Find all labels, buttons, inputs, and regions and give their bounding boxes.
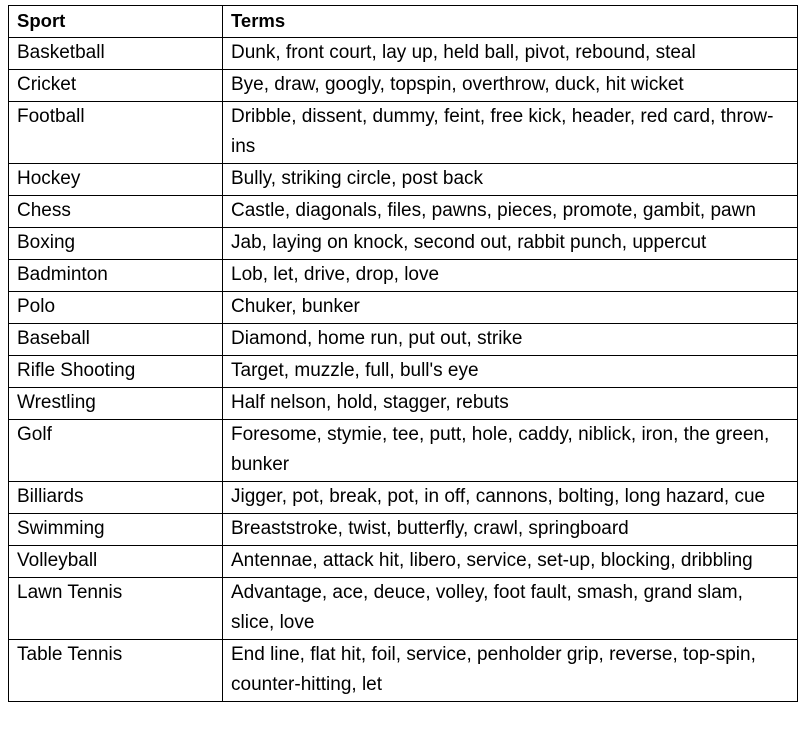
table-row: [9, 388, 798, 420]
sport-cell: Polo: [9, 292, 223, 324]
terms-cell: Bully, striking circle, post back: [223, 164, 798, 196]
terms-cell: Lob, let, drive, drop, love: [223, 260, 798, 292]
sport-cell: Lawn Tennis: [9, 578, 223, 640]
table-row: [9, 102, 798, 164]
terms-cell: Half nelson, hold, stagger, rebuts: [223, 388, 798, 420]
table-row: [9, 640, 798, 702]
sport-cell: Wrestling: [9, 388, 223, 420]
table-header-row: [9, 6, 798, 38]
table-row: [9, 260, 798, 292]
table-row: [9, 196, 798, 228]
terms-cell: Antennae, attack hit, libero, service, set-up, blocking, dribbling: [223, 546, 798, 578]
table-row: [9, 578, 798, 640]
table-row: [9, 38, 798, 70]
terms-cell: Dunk, front court, lay up, held ball, pivot, rebound, steal: [223, 38, 798, 70]
terms-cell: Breaststroke, twist, butterfly, crawl, springboard: [223, 514, 798, 546]
sport-column-header: Sport: [9, 6, 223, 38]
sport-cell: Football: [9, 102, 223, 164]
terms-cell: Diamond, home run, put out, strike: [223, 324, 798, 356]
sport-cell: Hockey: [9, 164, 223, 196]
table-row: [9, 164, 798, 196]
sport-cell: Boxing: [9, 228, 223, 260]
sport-cell: Chess: [9, 196, 223, 228]
sport-cell: Baseball: [9, 324, 223, 356]
table-row: [9, 324, 798, 356]
sport-cell: Basketball: [9, 38, 223, 70]
sport-cell: Swimming: [9, 514, 223, 546]
table-row: [9, 482, 798, 514]
terms-cell: Jab, laying on knock, second out, rabbit punch, uppercut: [223, 228, 798, 260]
terms-cell: Bye, draw, googly, topspin, overthrow, duck, hit wicket: [223, 70, 798, 102]
table-row: [9, 70, 798, 102]
terms-cell: Target, muzzle, full, bull's eye: [223, 356, 798, 388]
terms-cell: Jigger, pot, break, pot, in off, cannons, bolting, long hazard, cue: [223, 482, 798, 514]
table-row: [9, 356, 798, 388]
terms-cell: Dribble, dissent, dummy, feint, free kick, header, red card, throw-ins: [223, 102, 798, 164]
terms-cell: Chuker, bunker: [223, 292, 798, 324]
terms-cell: End line, flat hit, foil, service, penholder grip, reverse, top-spin, counter-hitting, let: [223, 640, 798, 702]
table-row: [9, 514, 798, 546]
sport-cell: Volleyball: [9, 546, 223, 578]
table-row: [9, 228, 798, 260]
sports-terms-table: [8, 5, 798, 702]
sport-cell: Billiards: [9, 482, 223, 514]
sport-cell: Golf: [9, 420, 223, 482]
table-row: [9, 292, 798, 324]
terms-cell: Castle, diagonals, files, pawns, pieces, promote, gambit, pawn: [223, 196, 798, 228]
sport-cell: Cricket: [9, 70, 223, 102]
table-row: [9, 420, 798, 482]
terms-cell: Advantage, ace, deuce, volley, foot fault, smash, grand slam, slice, love: [223, 578, 798, 640]
terms-column-header: Terms: [223, 6, 798, 38]
sport-cell: Badminton: [9, 260, 223, 292]
sport-cell: Table Tennis: [9, 640, 223, 702]
table-row: [9, 546, 798, 578]
terms-cell: Foresome, stymie, tee, putt, hole, caddy, niblick, iron, the green, bunker: [223, 420, 798, 482]
sport-cell: Rifle Shooting: [9, 356, 223, 388]
